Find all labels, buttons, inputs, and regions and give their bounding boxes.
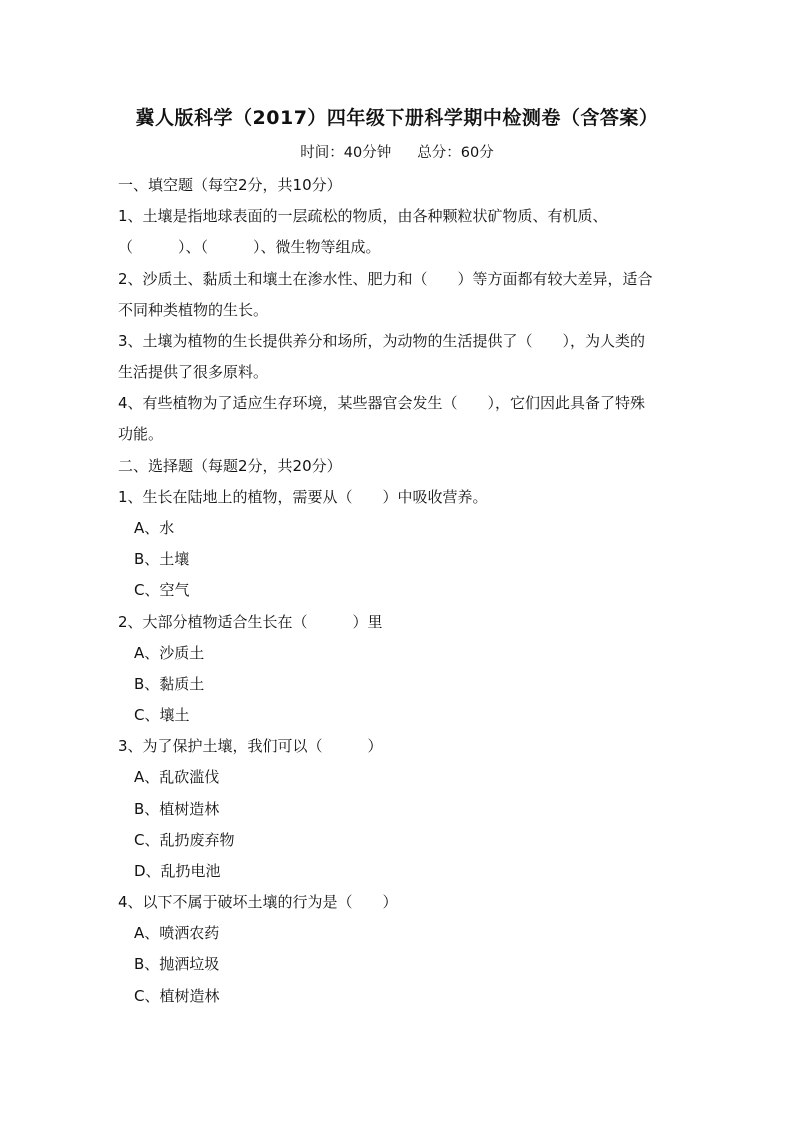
fill-blank-line-5: 3、土壤为植物的生长提供养分和场所，为动物的生活提供了（ ），为人类的	[118, 332, 646, 350]
choice-option-4a: A、喷洒农药	[134, 924, 220, 942]
fill-blank-line-8: 功能。	[118, 425, 164, 443]
fill-blank-line-3: 2、沙质土、黏质土和壤土在渗水性、肥力和（ ）等方面都有较大差异，适合	[118, 270, 653, 288]
choice-option-3c: C、乱扔废弃物	[134, 831, 235, 849]
choice-option-3d: D、乱扔电池	[134, 862, 221, 880]
choice-question-2: 2、大部分植物适合生长在（ ）里	[118, 613, 383, 631]
choice-question-3: 3、为了保护土壤，我们可以（ ）	[118, 737, 383, 755]
choice-option-1a: A、水	[134, 519, 175, 537]
fill-blank-line-4: 不同种类植物的生长。	[118, 301, 269, 319]
choice-question-4: 4、以下不属于破坏土壤的行为是（ ）	[118, 893, 398, 911]
choice-option-1c: C、空气	[134, 581, 190, 599]
exam-total-score: 总分：60分	[417, 145, 494, 161]
fill-blank-line-2: （ ）、（ ）、微生物等组成。	[118, 238, 381, 256]
choice-question-1: 1、生长在陆地上的植物，需要从（ ）中吸收营养。	[118, 488, 488, 506]
section-header-choice: 二、选择题（每题2分，共20分）	[118, 457, 342, 475]
choice-option-3b: B、植树造林	[134, 800, 220, 818]
exam-info	[0, 141, 794, 165]
section-header-fill-blank: 一、填空题（每空2分，共10分）	[118, 176, 342, 194]
choice-option-2a: A、沙质土	[134, 644, 205, 662]
choice-option-3a: A、乱砍滥伐	[134, 768, 220, 786]
choice-option-4b: B、抛洒垃圾	[134, 955, 220, 973]
choice-option-2b: B、黏质土	[134, 675, 205, 693]
fill-blank-line-1: 1、土壤是指地球表面的一层疏松的物质，由各种颗粒状矿物质、有机质、	[118, 207, 608, 225]
exam-time: 时间：40分钟	[300, 145, 392, 161]
choice-option-4c: C、植树造林	[134, 987, 220, 1005]
choice-option-1b: B、土壤	[134, 550, 190, 568]
document-title: 冀人版科学（2017）四年级下册科学期中检测卷（含答案）	[135, 107, 659, 129]
fill-blank-line-6: 生活提供了很多原料。	[118, 363, 269, 381]
fill-blank-line-7: 4、有些植物为了适应生存环境，某些器官会发生（ ），它们因此具备了特殊	[118, 394, 646, 412]
choice-option-2c: C、壤土	[134, 706, 190, 724]
